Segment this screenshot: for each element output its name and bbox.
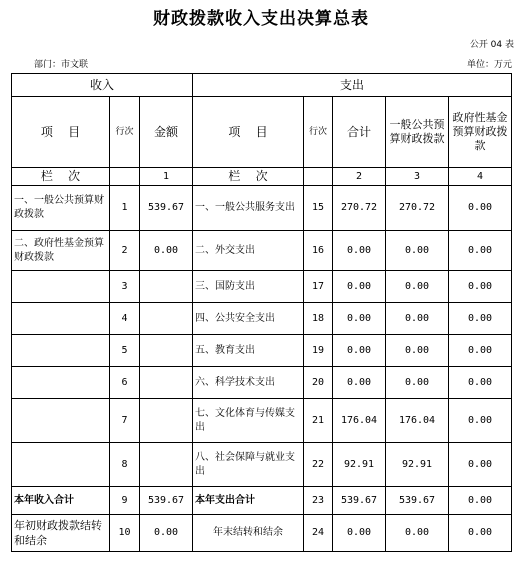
expense-rowno-cell: 22 (304, 443, 333, 487)
income-rowno-cell: 2 (110, 231, 140, 271)
income-amount-cell: 539.67 (140, 487, 193, 515)
expense-rowno-cell: 23 (304, 487, 333, 515)
table-row (12, 367, 512, 399)
general-budget-cell: 0.00 (386, 231, 449, 271)
expense-col-label: 栏 次 (193, 168, 304, 186)
general-budget-header: 一般公共预算财政拨款 (386, 97, 449, 168)
table-row (12, 515, 512, 552)
income-rowno-cell: 1 (110, 186, 140, 231)
column-number-row (12, 168, 512, 186)
income-amount-cell: 539.67 (140, 186, 193, 231)
expense-rowno-cell: 16 (304, 231, 333, 271)
total-header: 合计 (333, 97, 386, 168)
empty-cell (110, 168, 140, 186)
income-item-cell: 本年收入合计 (12, 487, 110, 515)
general-budget-cell: 0.00 (386, 335, 449, 367)
expense-rowno-cell: 18 (304, 303, 333, 335)
income-rowno-cell: 6 (110, 367, 140, 399)
section-header-row (12, 74, 512, 97)
total-cell: 270.72 (333, 186, 386, 231)
empty-cell (304, 168, 333, 186)
col-number-4: 4 (449, 168, 512, 186)
income-amount-cell (140, 303, 193, 335)
income-item-cell (12, 303, 110, 335)
expense-section-header: 支出 (193, 74, 512, 97)
income-amount-cell (140, 443, 193, 487)
income-rowno-cell: 4 (110, 303, 140, 335)
income-item-cell: 年初财政拨款结转和结余 (12, 515, 110, 552)
income-item-cell (12, 399, 110, 443)
income-amount-cell (140, 271, 193, 303)
expense-rowno-header: 行次 (304, 97, 333, 168)
total-cell: 0.00 (333, 271, 386, 303)
expense-rowno-cell: 21 (304, 399, 333, 443)
general-budget-cell: 0.00 (386, 367, 449, 399)
general-budget-cell: 0.00 (386, 303, 449, 335)
general-budget-cell: 92.91 (386, 443, 449, 487)
table-row (12, 335, 512, 367)
gov-fund-cell: 0.00 (449, 303, 512, 335)
gov-fund-cell: 0.00 (449, 367, 512, 399)
table-row (12, 443, 512, 487)
table-row (12, 231, 512, 271)
expense-item-cell: 七、文化体育与传媒支出 (193, 399, 304, 443)
income-rowno-cell: 10 (110, 515, 140, 552)
expense-item-cell: 六、科学技术支出 (193, 367, 304, 399)
expense-item-cell: 本年支出合计 (193, 487, 304, 515)
income-item-cell: 一、一般公共预算财政拨款 (12, 186, 110, 231)
expense-item-cell: 年末结转和结余 (193, 515, 304, 552)
income-rowno-header: 行次 (110, 97, 140, 168)
income-amount-cell (140, 335, 193, 367)
expense-rowno-cell: 19 (304, 335, 333, 367)
expense-item-cell: 一、一般公共服务支出 (193, 186, 304, 231)
total-cell: 0.00 (333, 367, 386, 399)
table-row (12, 303, 512, 335)
gov-fund-cell: 0.00 (449, 271, 512, 303)
expense-rowno-cell: 17 (304, 271, 333, 303)
table-row (12, 399, 512, 443)
income-amount-cell: 0.00 (140, 515, 193, 552)
income-col-label: 栏 次 (12, 168, 110, 186)
gov-fund-cell: 0.00 (449, 443, 512, 487)
total-cell: 0.00 (333, 231, 386, 271)
general-budget-cell: 0.00 (386, 515, 449, 552)
expense-rowno-cell: 20 (304, 367, 333, 399)
expense-item-cell: 二、外交支出 (193, 231, 304, 271)
income-item-cell (12, 367, 110, 399)
total-cell: 0.00 (333, 515, 386, 552)
income-section-header: 收入 (12, 74, 193, 97)
expense-item-cell: 四、公共安全支出 (193, 303, 304, 335)
expense-item-cell: 三、国防支出 (193, 271, 304, 303)
total-cell: 0.00 (333, 335, 386, 367)
general-budget-cell: 270.72 (386, 186, 449, 231)
income-rowno-cell: 5 (110, 335, 140, 367)
gov-fund-cell: 0.00 (449, 487, 512, 515)
expense-rowno-cell: 24 (304, 515, 333, 552)
income-rowno-cell: 3 (110, 271, 140, 303)
form-code: 公开 04 表 (469, 40, 514, 50)
unit-label: 单位：万元 (466, 60, 512, 70)
col-number-3: 3 (386, 168, 449, 186)
total-cell: 0.00 (333, 303, 386, 335)
gov-fund-cell: 0.00 (449, 335, 512, 367)
income-item-header: 项 目 (12, 97, 110, 168)
col-number-2: 2 (333, 168, 386, 186)
department-label: 部门：市文联 (34, 60, 89, 70)
expense-rowno-cell: 15 (304, 186, 333, 231)
income-amount-header: 金额 (140, 97, 193, 168)
income-amount-cell: 0.00 (140, 231, 193, 271)
income-item-cell (12, 271, 110, 303)
table-row (12, 186, 512, 231)
income-amount-cell (140, 367, 193, 399)
report-title: 财政拨款收入支出决算总表 (153, 9, 369, 29)
col-number-1: 1 (140, 168, 193, 186)
expense-item-cell: 五、教育支出 (193, 335, 304, 367)
column-header-row (12, 97, 512, 168)
general-budget-cell: 176.04 (386, 399, 449, 443)
income-item-cell: 二、政府性基金预算财政拨款 (12, 231, 110, 271)
table-row (12, 271, 512, 303)
gov-fund-cell: 0.00 (449, 186, 512, 231)
income-rowno-cell: 9 (110, 487, 140, 515)
expense-item-cell: 八、社会保障与就业支出 (193, 443, 304, 487)
income-amount-cell (140, 399, 193, 443)
gov-fund-header: 政府性基金预算财政拨款 (449, 97, 512, 168)
income-rowno-cell: 8 (110, 443, 140, 487)
total-cell: 539.67 (333, 487, 386, 515)
income-item-cell (12, 443, 110, 487)
total-cell: 92.91 (333, 443, 386, 487)
expense-item-header: 项 目 (193, 97, 304, 168)
gov-fund-cell: 0.00 (449, 231, 512, 271)
income-item-cell (12, 335, 110, 367)
table-row (12, 487, 512, 515)
income-rowno-cell: 7 (110, 399, 140, 443)
general-budget-cell: 539.67 (386, 487, 449, 515)
gov-fund-cell: 0.00 (449, 399, 512, 443)
general-budget-cell: 0.00 (386, 271, 449, 303)
gov-fund-cell: 0.00 (449, 515, 512, 552)
total-cell: 176.04 (333, 399, 386, 443)
budget-table (11, 73, 512, 552)
